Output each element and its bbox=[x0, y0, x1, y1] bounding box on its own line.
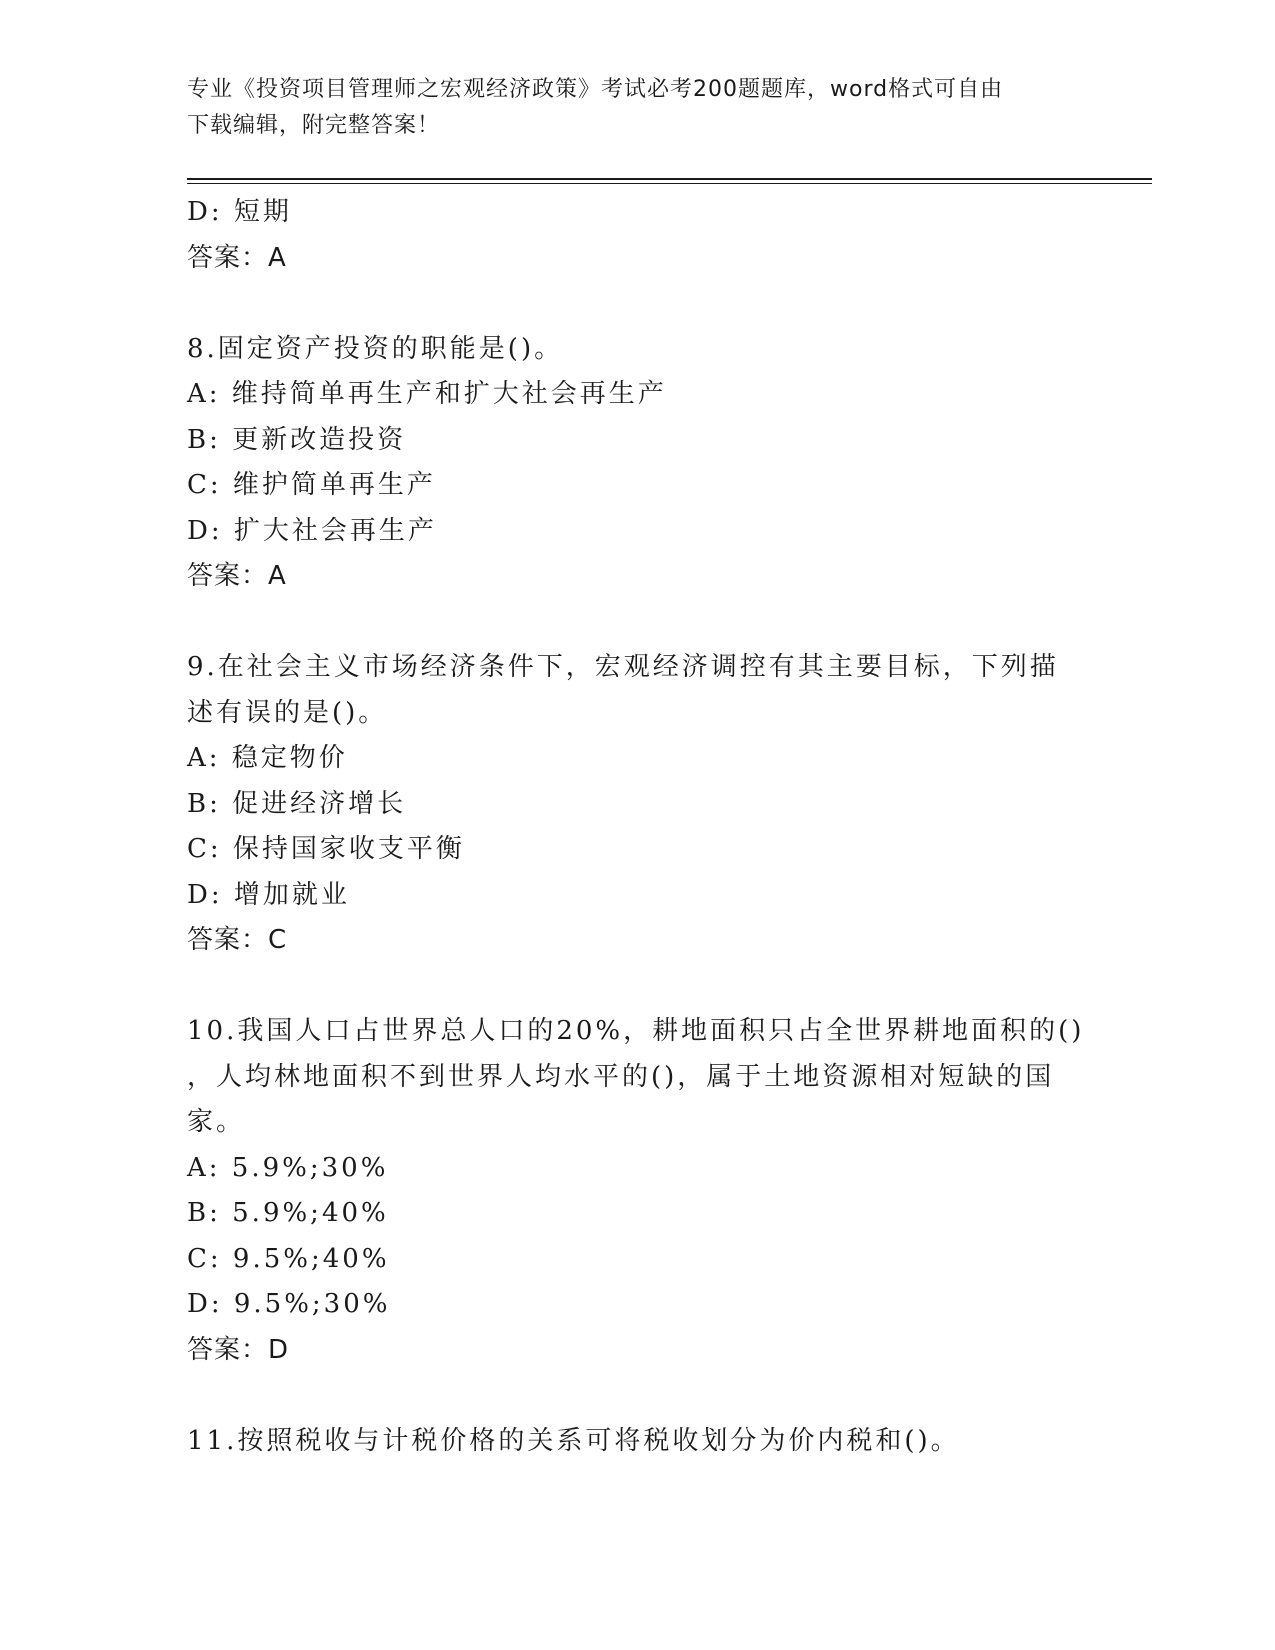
header-rule-thin bbox=[187, 183, 1152, 184]
answer-line: 答案：C bbox=[187, 925, 288, 955]
spacer bbox=[187, 600, 1067, 646]
answer-line: 答案：A bbox=[187, 561, 287, 591]
option-c: C: 保持国家收支平衡 bbox=[187, 834, 465, 864]
question-8 bbox=[187, 327, 1067, 600]
header-rule-thick bbox=[187, 178, 1152, 180]
question-stem-cont: 述有误的是()。 bbox=[187, 697, 388, 728]
question-stem: 11.按照税收与计税价格的关系可将税收划分为价内税和()。 bbox=[187, 1425, 960, 1456]
option-a: A: 稳定物价 bbox=[187, 743, 348, 773]
option-c: C: 9.5%;40% bbox=[187, 1243, 390, 1274]
spacer bbox=[187, 1373, 1067, 1419]
question-7-tail bbox=[187, 190, 1067, 281]
question-stem-cont: 家。 bbox=[187, 1107, 246, 1137]
option-a: A: 5.9%;30% bbox=[187, 1152, 389, 1183]
option-d: D: 短期 bbox=[187, 197, 292, 227]
option-d: D: 扩大社会再生产 bbox=[187, 515, 437, 546]
spacer bbox=[187, 281, 1067, 327]
question-11 bbox=[187, 1419, 1067, 1465]
option-b: B: 更新改造投资 bbox=[187, 424, 407, 455]
option-d: D: 9.5%;30% bbox=[187, 1289, 391, 1319]
question-list bbox=[187, 190, 1085, 1464]
header-line-2: 下载编辑，附完整答案！ bbox=[187, 113, 441, 138]
option-b: B: 5.9%;40% bbox=[187, 1198, 389, 1228]
option-c: C: 维护简单再生产 bbox=[187, 470, 436, 500]
spacer bbox=[187, 964, 1067, 1010]
answer-line: 答案：A bbox=[187, 242, 287, 273]
document-header bbox=[187, 72, 1087, 144]
question-stem: 9.在社会主义市场经济条件下，宏观经济调控有其主要目标，下列描 bbox=[187, 652, 1059, 682]
question-10 bbox=[187, 1009, 1085, 1373]
question-9 bbox=[187, 645, 1067, 964]
question-stem: 10.我国人口占世界总人口的20%，耕地面积只占全世界耕地面积的() bbox=[187, 1016, 1085, 1046]
answer-line: 答案：D bbox=[187, 1334, 290, 1365]
option-a: A: 维持简单再生产和扩大社会再生产 bbox=[187, 379, 667, 409]
header-line-1: 专业《投资项目管理师之宏观经济政策》考试必考200题题库，word格式可自由 bbox=[187, 77, 1004, 102]
option-d: D: 增加就业 bbox=[187, 879, 350, 910]
question-stem: 8.固定资产投资的职能是()。 bbox=[187, 333, 564, 364]
question-stem-cont: ，人均林地面积不到世界人均水平的()，属于土地资源相对短缺的国 bbox=[187, 1061, 1055, 1092]
option-b: B: 促进经济增长 bbox=[187, 788, 407, 819]
